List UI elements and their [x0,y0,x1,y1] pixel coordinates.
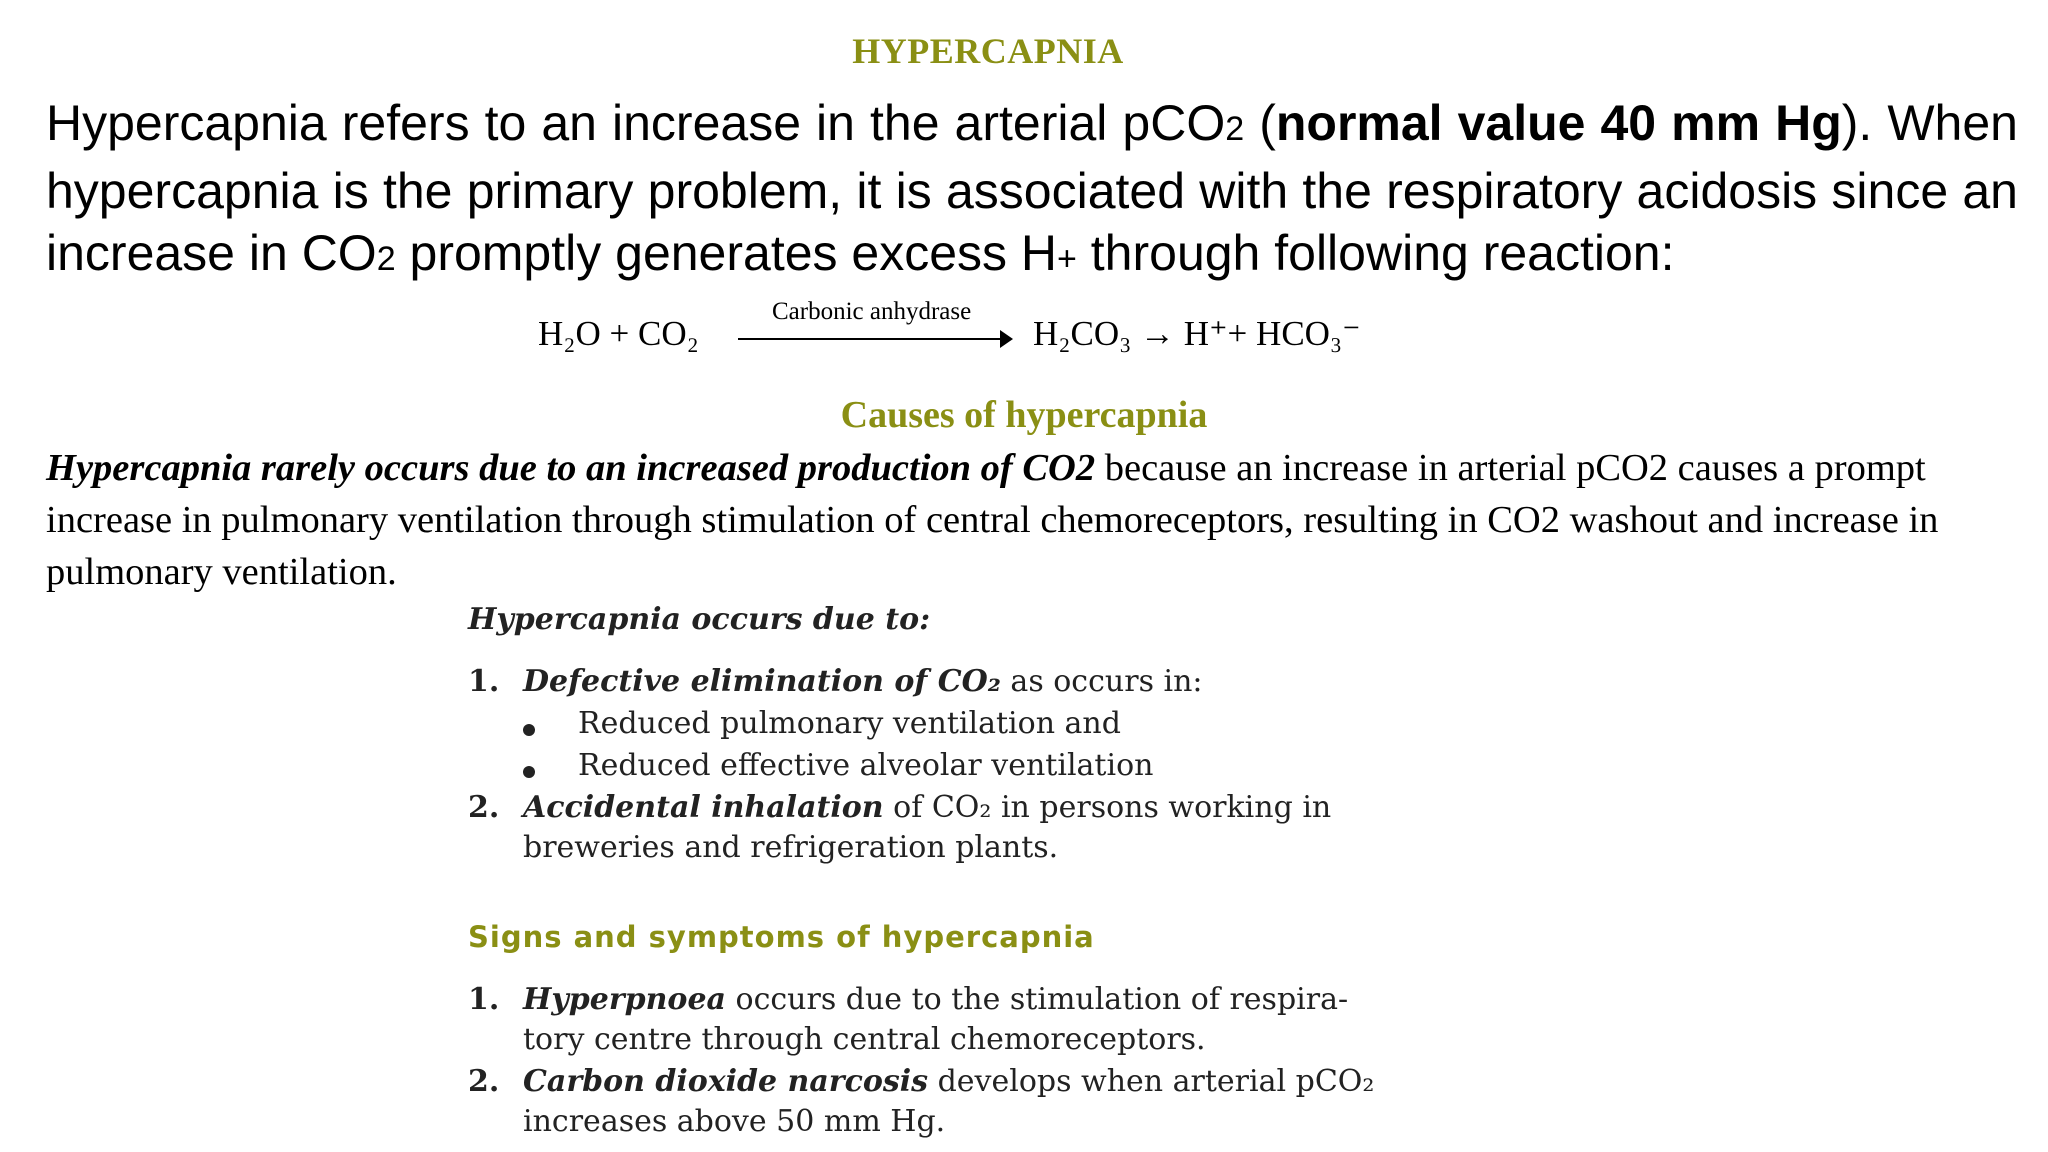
signs-item2-bold: Carbon dioxide narcosis [523,1064,929,1099]
signs-item1-rest: occurs due to the stimulation of respira- [725,982,1349,1017]
causes-rest: because an increase in arterial pCO2 causes a prompt increase in pulmonary ventilation through stimulation of central chemoreceptors, resulting in CO2 washout and increase in pulmonary ventilation. [46,447,1939,593]
page-title: HYPERCAPNIA [852,31,1124,71]
occurs-item2-bold: Accidental inhalation [523,790,884,825]
causes-paragraph [46,442,2031,598]
intro-text-2: ). When hypercapnia is the primary problem, it is associated with the respiratory acidosis since an increase in CO [46,95,2018,281]
signs-item1-bold: Hyperpnoea [523,982,726,1017]
occurs-item2-line2: breweries and refrigeration plants. [523,830,1059,865]
causes-lead: Hypercapnia rarely occurs due to an increased production of CO2 [46,447,1096,489]
occurs-item1-rest: as occurs in: [1000,664,1203,699]
signs-item2 [523,1064,1374,1099]
occurs-item2 [523,790,1331,825]
intro-subscript-2: 2 [376,240,396,278]
occurs-item2-number: 2. [468,790,500,825]
reaction-arrow-icon [738,338,1008,340]
h-plus-sign: + [1057,240,1077,278]
reaction-equation [538,298,1418,358]
signs-item2-rest: develops when arterial pCO₂ [928,1064,1375,1099]
causes-heading: Causes of hypercapnia [840,394,1208,436]
reaction-arrowhead-icon [1000,330,1013,348]
signs-heading: Signs and symptoms of hypercapnia [468,920,1095,954]
signs-item1-line2: tory centre through central chemoreceptors. [523,1022,1206,1057]
intro-text-3: promptly generates excess H [395,225,1058,281]
bullet-icon [523,766,535,778]
signs-item1-number: 1. [468,982,500,1017]
normal-value-bold: normal value 40 mm Hg [1275,95,1842,151]
signs-item1 [523,982,1348,1017]
signs-item2-number: 2. [468,1064,500,1099]
reaction-enzyme-label: Carbonic anhydrase [772,298,972,325]
intro-text-4: through following reaction: [1076,225,1675,281]
intro-paragraph [46,92,2018,290]
reaction-products: H₂CO₃ → H⁺+ HCO₃⁻ [1033,314,1361,353]
occurs-heading: Hypercapnia occurs due to: [468,602,931,637]
occurs-bullet-2: Reduced effective alveolar ventilation [578,748,1154,783]
signs-item2-line2: increases above 50 mm Hg. [523,1104,946,1139]
occurs-bullet-1: Reduced pulmonary ventilation and [578,706,1121,741]
bullet-icon [523,724,535,736]
reaction-reactants: H₂O + CO₂ [538,314,699,353]
occurs-item1-number: 1. [468,664,500,699]
intro-open-paren: ( [1244,95,1276,151]
occurs-item1 [523,664,1203,699]
intro-subscript-1: 2 [1225,110,1245,148]
occurs-item2-rest: of CO₂ in persons working in [883,790,1332,825]
occurs-item1-bold: Defective elimination of CO₂ [523,664,1001,699]
intro-text-1: Hypercapnia refers to an increase in the arterial pCO [46,95,1226,151]
